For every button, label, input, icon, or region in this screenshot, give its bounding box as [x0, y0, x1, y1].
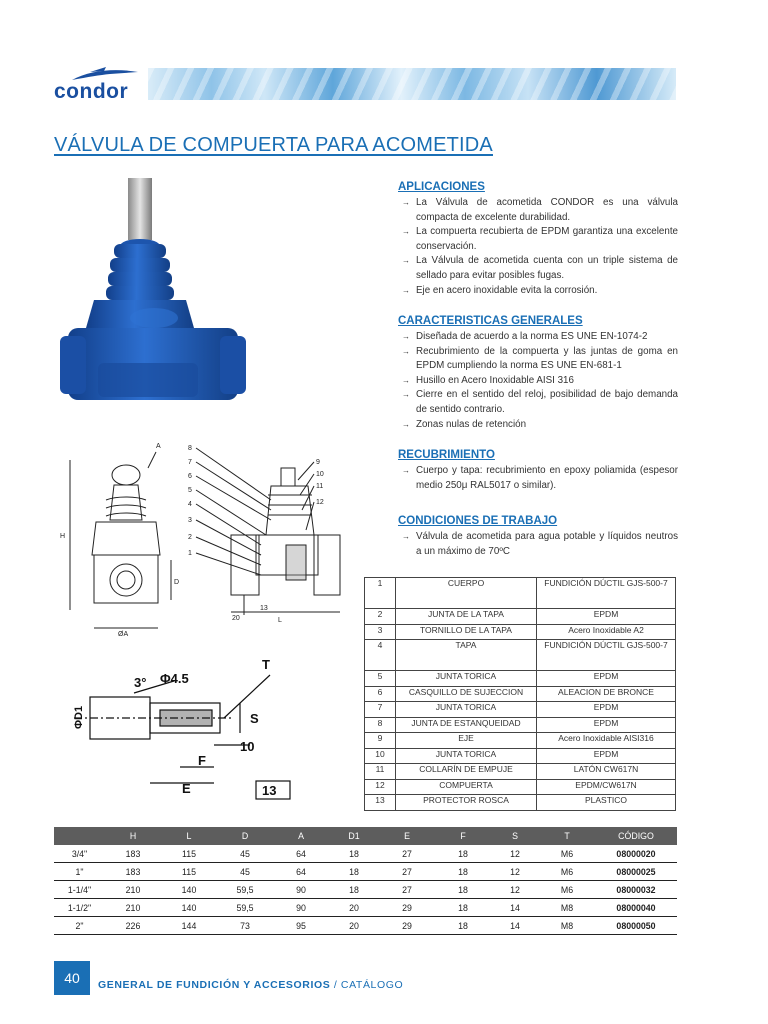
- table-cell: JUNTA DE LA TAPA: [396, 609, 537, 625]
- page-number: 40: [54, 961, 90, 995]
- label-d: D: [174, 579, 180, 586]
- table-cell: 8: [365, 717, 396, 733]
- table-cell: 18: [435, 845, 491, 863]
- table-row: [365, 578, 676, 609]
- table-cell: EPDM: [537, 717, 676, 733]
- table-cell: PLASTICO: [537, 795, 676, 811]
- table-cell: 27: [379, 881, 435, 899]
- table-cell: CUERPO: [396, 578, 537, 609]
- table-row: [365, 717, 676, 733]
- table-cell: 08000050: [595, 917, 677, 935]
- table-cell: 3: [365, 624, 396, 640]
- table-cell: 9: [365, 733, 396, 749]
- label-box-13: 13: [262, 783, 277, 798]
- footer-light-text: CATÁLOGO: [340, 979, 404, 991]
- list-item: → Recubrimiento de la compuerta y las juntas de goma en EPDM cumpliendo la norma ES UNE EN-681-1: [398, 345, 678, 374]
- label-phi45: Φ4.5: [160, 671, 189, 686]
- callout-4: 4: [188, 501, 192, 508]
- section-caracteristicas: [398, 315, 678, 432]
- table-cell: 29: [379, 899, 435, 917]
- section-condiciones: [398, 515, 678, 559]
- table-cell: 4: [365, 640, 396, 671]
- table-cell: 183: [105, 845, 161, 863]
- section-title: CONDICIONES DE TRABAJO: [398, 515, 558, 527]
- label-10: 10: [240, 739, 255, 754]
- page-title: VÁLVULA DE COMPUERTA PARA ACOMETIDA: [54, 134, 493, 156]
- table-cell: 144: [161, 917, 217, 935]
- table-cell: 12: [491, 863, 539, 881]
- table-row: [54, 899, 677, 917]
- list-item: → La Válvula de acometida cuenta con un triple sistema de sellado para evitar posibles fugas.: [398, 254, 678, 283]
- list-item: → Cierre en el sentido del reloj, posibilidad de bajo demanda de sentido contrario.: [398, 388, 678, 417]
- list-item: → Cuerpo y tapa: recubrimiento en epoxy poliamida (espesor medio 250μ RAL5017 o similar).: [398, 464, 678, 493]
- table-cell: 18: [435, 881, 491, 899]
- callout-9: 9: [316, 459, 320, 466]
- table-cell: LATÓN CW617N: [537, 764, 676, 780]
- table-row: [365, 671, 676, 687]
- table-cell: 140: [161, 881, 217, 899]
- label-20: 20: [232, 615, 240, 622]
- table-cell: FUNDICIÓN DÚCTIL GJS-500-7: [537, 578, 676, 609]
- table-cell: 7: [365, 702, 396, 718]
- table-cell: M6: [539, 881, 595, 899]
- label-l: L: [278, 617, 282, 624]
- callout-3: 3: [188, 517, 192, 524]
- table-cell: JUNTA TORICA: [396, 671, 537, 687]
- table-cell: COLLARÍN DE EMPUJE: [396, 764, 537, 780]
- table-cell: JUNTA TORICA: [396, 702, 537, 718]
- section-aplicaciones: [398, 181, 678, 298]
- table-cell: JUNTA DE ESTANQUEIDAD: [396, 717, 537, 733]
- table-cell: EJE: [396, 733, 537, 749]
- table-header-cell: T: [539, 827, 595, 845]
- table-cell: 183: [105, 863, 161, 881]
- table-cell: 20: [329, 899, 379, 917]
- section-recubrimiento: [398, 449, 678, 493]
- table-cell: 08000025: [595, 863, 677, 881]
- table-cell: 1: [365, 578, 396, 609]
- table-cell: 18: [435, 917, 491, 935]
- table-cell: TORNILLO DE LA TAPA: [396, 624, 537, 640]
- table-cell: FUNDICIÓN DÚCTIL GJS-500-7: [537, 640, 676, 671]
- label-t: T: [262, 657, 270, 672]
- table-cell: 115: [161, 845, 217, 863]
- table-cell: EPDM: [537, 748, 676, 764]
- table-cell: EPDM: [537, 702, 676, 718]
- table-cell: 64: [273, 845, 329, 863]
- list-item: → Válvula de acometida para agua potable y líquidos neutros a un máximo de 70ºC: [398, 530, 678, 559]
- list-item: → Eje en acero inoxidable evita la corrosión.: [398, 284, 678, 299]
- table-cell: 18: [435, 863, 491, 881]
- table-cell: TAPA: [396, 640, 537, 671]
- table-cell: 2": [54, 917, 105, 935]
- technical-drawing-detail: [64, 655, 304, 805]
- table-cell: M6: [539, 863, 595, 881]
- table-header-cell: S: [491, 827, 539, 845]
- table-cell: 10: [365, 748, 396, 764]
- list-item: → Husillo en Acero Inoxidable AISI 316: [398, 374, 678, 389]
- callout-11: 11: [316, 483, 324, 490]
- table-row: [54, 881, 677, 899]
- table-cell: 73: [217, 917, 273, 935]
- table-cell: 27: [379, 863, 435, 881]
- table-header-cell: D: [217, 827, 273, 845]
- table-row: [365, 764, 676, 780]
- footer-section-title: [98, 979, 403, 991]
- callout-12: 12: [316, 499, 324, 506]
- label-a: A: [156, 443, 161, 450]
- label-diam-a: ØA: [118, 631, 129, 638]
- table-cell: 12: [365, 779, 396, 795]
- table-row: [365, 748, 676, 764]
- table-row: [54, 917, 677, 935]
- section-title: CARACTERISTICAS GENERALES: [398, 315, 583, 327]
- label-e: E: [182, 781, 191, 796]
- label-h: H: [60, 533, 66, 540]
- table-cell: 3/4": [54, 845, 105, 863]
- table-row: [365, 733, 676, 749]
- table-cell: 11: [365, 764, 396, 780]
- table-cell: 29: [379, 917, 435, 935]
- table-cell: Acero Inoxidable A2: [537, 624, 676, 640]
- table-header-cell: E: [379, 827, 435, 845]
- table-header-cell: F: [435, 827, 491, 845]
- table-cell: M8: [539, 917, 595, 935]
- table-cell: ALEACION DE BRONCE: [537, 686, 676, 702]
- table-cell: 115: [161, 863, 217, 881]
- table-cell: CASQUILLO DE SUJECCION: [396, 686, 537, 702]
- valve-product-image: [58, 178, 248, 423]
- label-s: S: [250, 711, 259, 726]
- list-item: → Zonas nulas de retención: [398, 418, 678, 433]
- table-row: [365, 779, 676, 795]
- section-title: RECUBRIMIENTO: [398, 449, 495, 461]
- callout-6: 6: [188, 473, 192, 480]
- table-cell: PROTECTOR ROSCA: [396, 795, 537, 811]
- table-cell: 12: [491, 881, 539, 899]
- table-header-cell: H: [105, 827, 161, 845]
- table-cell: 18: [329, 881, 379, 899]
- table-cell: 95: [273, 917, 329, 935]
- table-cell: 18: [435, 899, 491, 917]
- table-cell: JUNTA TORICA: [396, 748, 537, 764]
- callout-1: 1: [188, 550, 192, 557]
- table-cell: 210: [105, 899, 161, 917]
- table-cell: M8: [539, 899, 595, 917]
- table-header-cell: A: [273, 827, 329, 845]
- table-header-cell: D1: [329, 827, 379, 845]
- table-cell: 59,5: [217, 899, 273, 917]
- table-row: [365, 609, 676, 625]
- table-cell: 12: [491, 845, 539, 863]
- table-cell: 45: [217, 863, 273, 881]
- table-cell: EPDM: [537, 609, 676, 625]
- table-cell: 1-1/4": [54, 881, 105, 899]
- label-13: 13: [260, 605, 268, 612]
- table-cell: 1": [54, 863, 105, 881]
- table-cell: 59,5: [217, 881, 273, 899]
- table-row: [365, 640, 676, 671]
- table-cell: 6: [365, 686, 396, 702]
- table-cell: 210: [105, 881, 161, 899]
- table-cell: 140: [161, 899, 217, 917]
- table-cell: 90: [273, 881, 329, 899]
- table-cell: 08000040: [595, 899, 677, 917]
- table-cell: 1-1/2": [54, 899, 105, 917]
- footer-separator: /: [330, 979, 341, 991]
- callout-7: 7: [188, 459, 192, 466]
- table-header-cell: L: [161, 827, 217, 845]
- table-cell: 13: [365, 795, 396, 811]
- table-cell: 45: [217, 845, 273, 863]
- table-cell: 226: [105, 917, 161, 935]
- table-cell: 14: [491, 917, 539, 935]
- list-item: → La Válvula de acometida CONDOR es una válvula compacta de excelente durabilidad.: [398, 196, 678, 225]
- label-3deg: 3°: [134, 675, 147, 690]
- table-cell: 2: [365, 609, 396, 625]
- table-cell: 20: [329, 917, 379, 935]
- table-cell: 90: [273, 899, 329, 917]
- table-cell: 27: [379, 845, 435, 863]
- callout-5: 5: [188, 487, 192, 494]
- callout-2: 2: [188, 534, 192, 541]
- footer-bold-text: GENERAL DE FUNDICIÓN Y ACCESORIOS: [98, 979, 331, 991]
- table-cell: 18: [329, 863, 379, 881]
- table-cell: 18: [329, 845, 379, 863]
- table-row: [54, 863, 677, 881]
- table-cell: EPDM: [537, 671, 676, 687]
- table-cell: 64: [273, 863, 329, 881]
- list-item: → La compuerta recubierta de EPDM garantiza una excelente conservación.: [398, 225, 678, 254]
- table-row: [54, 845, 677, 863]
- callout-10: 10: [316, 471, 324, 478]
- table-row: [365, 795, 676, 811]
- table-cell: 14: [491, 899, 539, 917]
- table-cell: 5: [365, 671, 396, 687]
- parts-table: [364, 577, 676, 811]
- logo-text: condor: [54, 80, 129, 103]
- list-item: → Diseñada de acuerdo a la norma ES UNE EN-1074-2: [398, 330, 678, 345]
- technical-drawing-assembly: [56, 440, 346, 640]
- table-header-cell: CÓDIGO: [595, 827, 677, 845]
- callout-8: 8: [188, 445, 192, 452]
- table-cell: EPDM/CW617N: [537, 779, 676, 795]
- header-water-banner: [148, 68, 676, 100]
- table-cell: Acero Inoxidable AISI316: [537, 733, 676, 749]
- label-phid1: ΦD1: [73, 705, 85, 729]
- table-cell: 08000032: [595, 881, 677, 899]
- dimensions-table: [54, 827, 677, 935]
- table-cell: COMPUERTA: [396, 779, 537, 795]
- table-header-cell: [54, 827, 105, 845]
- section-title: APLICACIONES: [398, 181, 485, 193]
- label-f: F: [198, 753, 206, 768]
- table-cell: M6: [539, 845, 595, 863]
- table-row: [365, 624, 676, 640]
- table-row: [365, 686, 676, 702]
- table-cell: 08000020: [595, 845, 677, 863]
- table-row: [365, 702, 676, 718]
